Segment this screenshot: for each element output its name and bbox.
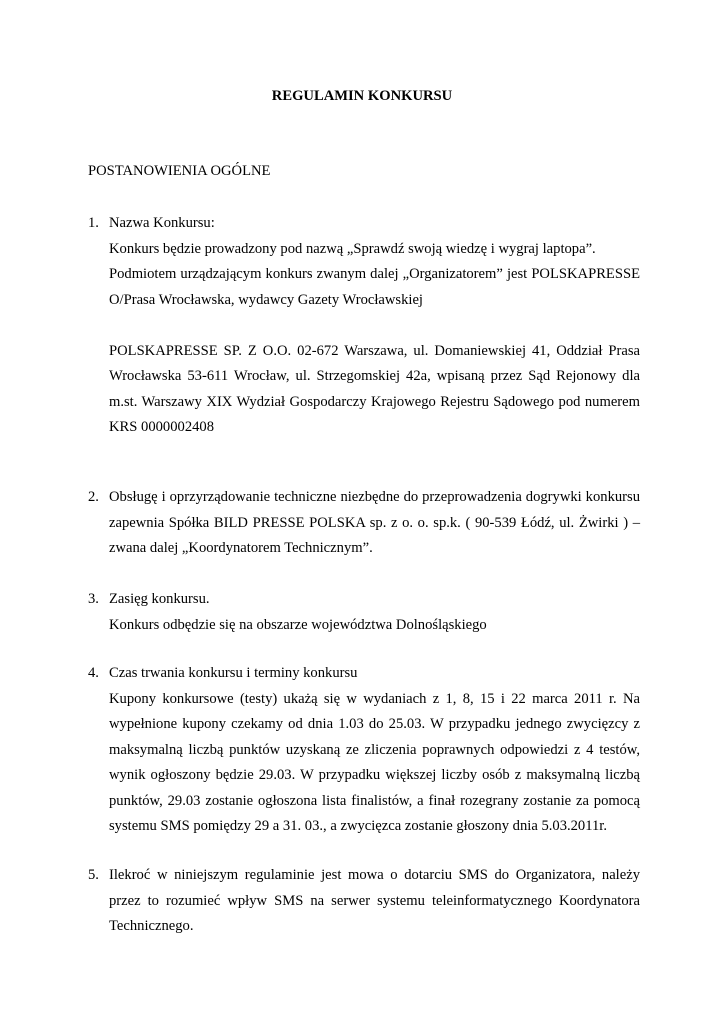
item-body xyxy=(109,485,640,562)
paragraph-gap xyxy=(109,313,640,339)
item-line: systemu SMS pomiędzy 29 a 31. 03., a zwycięzca zostanie głoszony dnia 5.03.2011r. xyxy=(109,818,607,834)
item-line: Ilekroć w niniejszym regulaminie jest mowa o dotarciu SMS do Organizatora, należy xyxy=(109,867,640,883)
item-number: 4. xyxy=(88,665,99,681)
item-line: Kupony konkursowe (testy) ukażą się w wydaniach z 1, 8, 15 i 22 marca 2011 r. Na xyxy=(109,690,640,707)
item-line: m.st. Warszawy XIX Wydział Gospodarczy Krajowego Rejestru Sądowego pod numerem xyxy=(109,393,640,410)
item-line: Nazwa Konkursu: xyxy=(109,215,215,231)
item-body xyxy=(109,863,640,940)
item-line: Czas trwania konkursu i terminy konkursu xyxy=(109,665,358,681)
item-body xyxy=(109,587,640,638)
item-line: KRS 0000002408 xyxy=(109,419,215,435)
item-line: Konkurs będzie prowadzony pod nazwą „Sprawdź swoją wiedzę i wygraj laptopa”. xyxy=(109,240,596,257)
item-line: O/Prasa Wrocławska, wydawcy Gazety Wrocławskiej xyxy=(109,291,423,308)
item-line: zwana dalej „Koordynatorem Technicznym”. xyxy=(109,540,373,556)
item-line: punktów, 29.03 zostanie ogłoszona lista finalistów, a finał rozegrany zostanie za pomocą xyxy=(109,792,640,809)
item-line: Obsługę i oprzyrządowanie techniczne niezbędne do przeprowadzenia dogrywki konkursu xyxy=(109,489,640,505)
item-number: 2. xyxy=(88,489,99,505)
item-number: 3. xyxy=(88,591,99,607)
item-line: POLSKAPRESSE SP. Z O.O. 02-672 Warszawa, ul. Domaniewskiej 41, Oddział Prasa xyxy=(109,342,640,359)
item-line: wypełnione kupony czekamy od dnia 1.03 do 25.03. W przypadku jednego zwycięzcy z xyxy=(109,716,640,732)
item-line: Konkurs odbędzie się na obszarze województwa Dolnośląskiego xyxy=(109,616,487,633)
item-line: maksymalną liczbą punktów uzyskaną ze zliczenia poprawnych odpowiedzi z 4 testów, xyxy=(109,741,640,758)
item-number: 1. xyxy=(88,215,99,231)
item-body xyxy=(109,211,640,441)
item-line: przez to rozumieć wpływ SMS na serwer systemu teleinformatycznego Koordynatora xyxy=(109,892,640,909)
item-body xyxy=(109,661,640,840)
document-title: REGULAMIN KONKURSU xyxy=(271,88,453,104)
item-line: Technicznego. xyxy=(109,918,194,934)
section-heading: POSTANOWIENIA OGÓLNE xyxy=(88,163,271,179)
item-line: Zasięg konkursu. xyxy=(109,591,210,607)
item-line: zapewnia Spółka BILD PRESSE POLSKA sp. z o. o. sp.k. ( 90-539 Łódź, ul. Żwirki ) – xyxy=(109,514,640,531)
item-number: 5. xyxy=(88,867,99,883)
item-line: Podmiotem urządzającym konkurs zwanym dalej „Organizatorem” jest POLSKAPRESSE xyxy=(109,266,640,282)
item-line: Wrocławska 53-611 Wrocław, ul. Strzegomskiej 42a, wpisaną przez Sąd Rejonowy dla xyxy=(109,368,640,384)
item-line: wynik ogłoszony będzie 29.03. W przypadku większej liczby osób z maksymalną liczbą xyxy=(109,767,640,783)
